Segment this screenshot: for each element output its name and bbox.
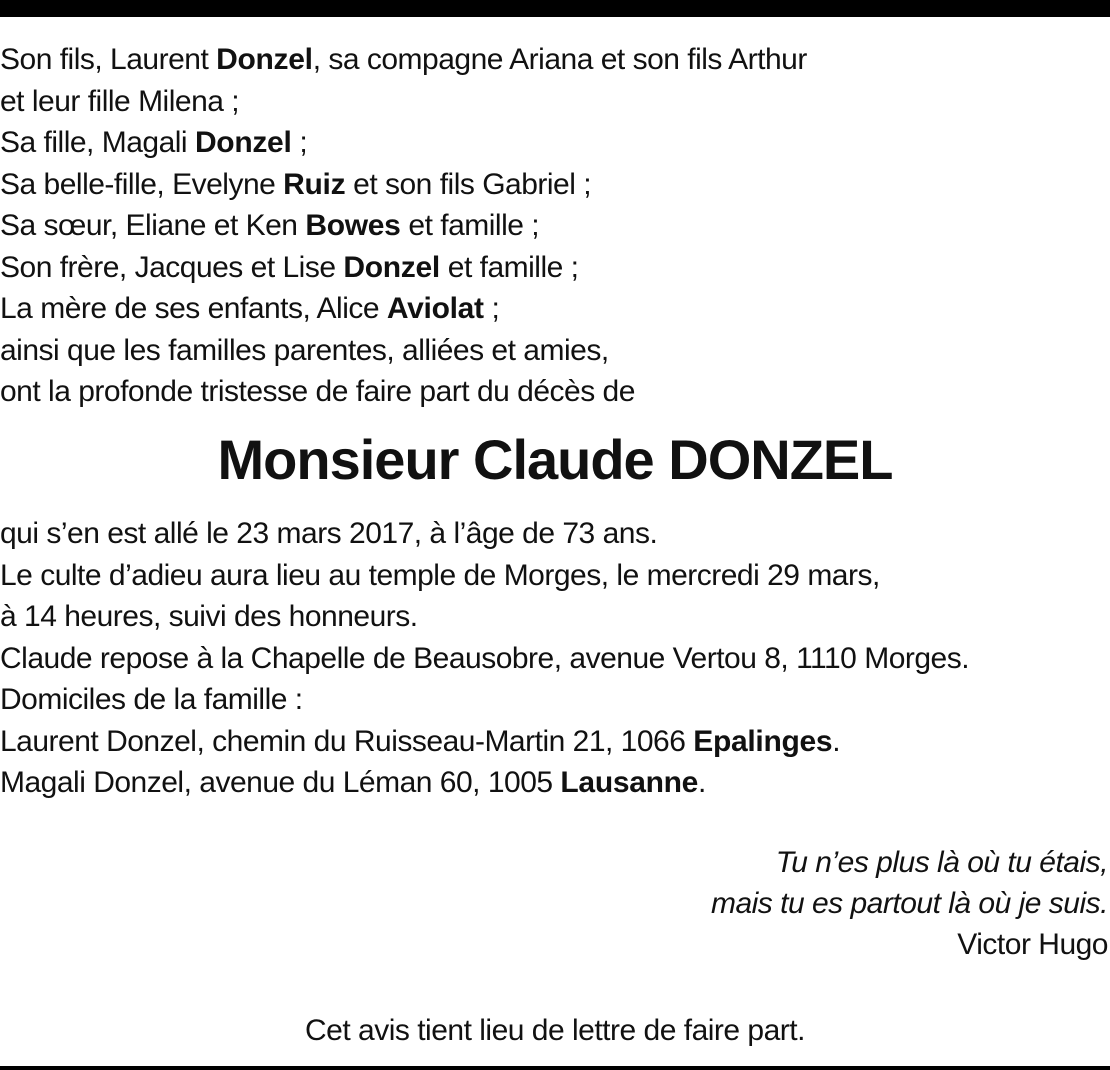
quote-author: Victor Hugo	[957, 928, 1108, 961]
family-line: Sa fille, Magali Donzel ;	[0, 126, 308, 159]
quote-line-2: mais tu es partout là où je suis.	[710, 887, 1108, 920]
family-line: La mère de ses enfants, Alice Aviolat ;	[0, 292, 500, 325]
family-line: Sa sœur, Eliane et Ken Bowes et famille ;	[0, 209, 540, 242]
bottom-border-rule	[0, 1066, 1110, 1070]
family-surname: Donzel	[343, 250, 440, 284]
details-line: Laurent Donzel, chemin du Ruisseau-Martin 21, 1066 Epalinges.	[0, 724, 841, 758]
family-line: Sa belle-fille, Evelyne Ruiz et son fils Gabriel ;	[0, 167, 592, 201]
family-line: ainsi que les familles parentes, alliées et amies,	[0, 333, 609, 367]
town-name: Lausanne	[560, 766, 699, 799]
town-name: Epalinges	[693, 724, 833, 758]
family-line: ont la profonde tristesse de faire part du décès de	[0, 375, 635, 408]
footer-note: Cet avis tient lieu de lettre de faire part.	[305, 1014, 805, 1047]
details-line: Magali Donzel, avenue du Léman 60, 1005 Lausanne.	[0, 766, 706, 799]
top-border-rule	[0, 0, 1110, 17]
funeral-details	[0, 513, 1110, 804]
family-line: et leur fille Milena ;	[0, 84, 240, 118]
quote-block	[711, 842, 1108, 965]
details-line: Le culte d’adieu aura lieu au temple de Morges, le mercredi 29 mars,	[0, 558, 880, 592]
family-line: Son frère, Jacques et Lise Donzel et famille ;	[0, 250, 579, 284]
family-surname: Donzel	[194, 126, 292, 159]
quote-line-1: Tu n’es plus là où tu étais,	[775, 846, 1108, 879]
details-line: qui s’en est allé le 23 mars 2017, à l’âge de 73 ans.	[0, 517, 658, 550]
family-surname: Donzel	[216, 43, 313, 76]
details-line: Claude repose à la Chapelle de Beausobre, avenue Vertou 8, 1110 Morges.	[0, 641, 970, 675]
family-surname: Ruiz	[283, 167, 346, 201]
family-line: Son fils, Laurent Donzel, sa compagne Ariana et son fils Arthur	[0, 43, 807, 76]
details-line: à 14 heures, suivi des honneurs.	[0, 600, 418, 633]
family-surname: Bowes	[305, 209, 401, 242]
family-list	[0, 39, 1110, 413]
deceased-name-heading: Monsieur Claude DONZEL	[217, 428, 893, 491]
family-surname: Aviolat	[386, 292, 484, 325]
details-line: Domiciles de la famille :	[0, 683, 303, 716]
